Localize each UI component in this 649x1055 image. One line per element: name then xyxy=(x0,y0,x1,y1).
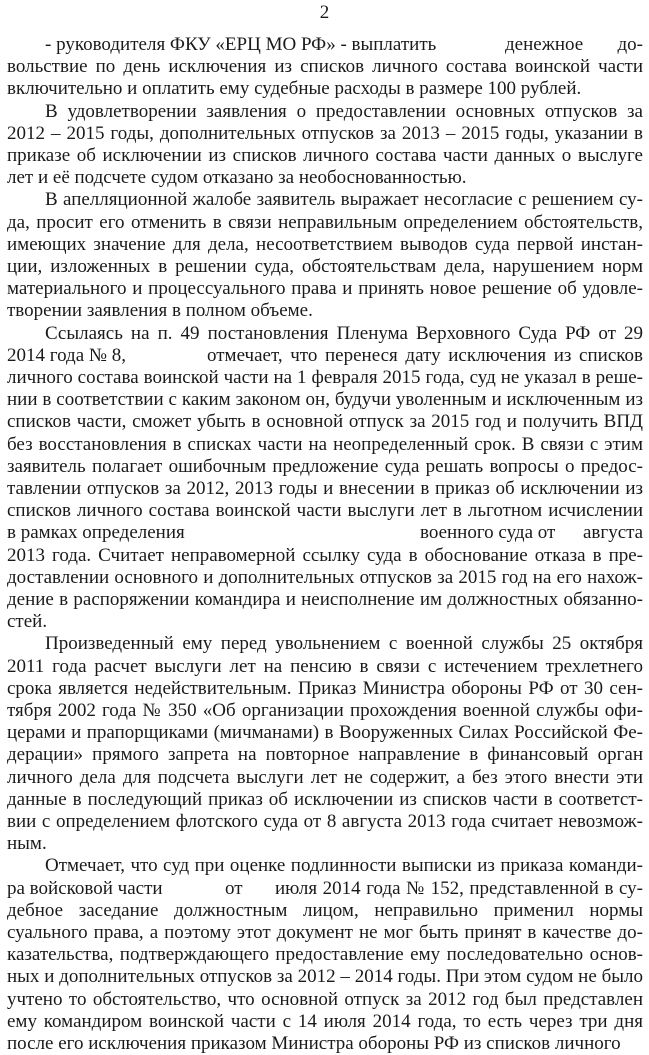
text-segment: военного суда от xyxy=(420,522,556,544)
text-line: ным. xyxy=(7,833,47,855)
text-line: дение в распоряжении командира и неисполнение им должностных обязанно- xyxy=(7,589,643,610)
text-line: дебное заседание должностным лицом, неправильно применил нормы xyxy=(7,899,643,921)
text-line: тавлении отпусков за 2012, 2013 годы и внесении в приказ об исключении из xyxy=(7,478,643,499)
text-line: В удовлетворении заявления о предоставлении основных отпусков за xyxy=(45,100,643,122)
text-line: В апелляционной жалобе заявитель выражает несогласие с решением су- xyxy=(45,189,643,211)
text-segment: отмечает, что перенеся дату исключения из списков xyxy=(207,344,643,366)
text-line xyxy=(7,345,643,367)
text-line: 2013 года. Считает неправомерной ссылку суда в обоснование отказа в пре- xyxy=(7,544,643,566)
text-line: тября 2002 года № 350 «Об организации прохождения военной службы офи- xyxy=(7,700,643,721)
text-line: дерации» прямого запрета на повторное направление в финансовый орган xyxy=(7,744,643,766)
text-line xyxy=(7,34,643,56)
text-line: учтено то обстоятельство, что основной отпуск за 2012 год был представлен xyxy=(7,988,643,1010)
text-line: приказе об исключении из списков личного состава части данных о выслуге xyxy=(7,145,643,166)
text-segment: от xyxy=(225,877,243,899)
text-line: казательства, подтверждающего предоставление ему последовательно основ- xyxy=(7,944,643,966)
text-line: нии в соответствии с каким законом он, будучи уволенным и исключенным из xyxy=(7,389,643,411)
text-line: списков личного состава воинской части выслуги лет в льготном исчислении xyxy=(7,500,643,522)
text-line: да, просит его отменить в связи неправильным определением обстоятельств, xyxy=(7,211,643,233)
text-line: списков части, сможет убыть в основной отпуск за 2015 год и получить ВПД xyxy=(7,411,643,433)
text-line: Произведенный ему перед увольнением с военной службы 25 октября xyxy=(45,633,643,655)
text-line: заявитель полагает ошибочным предложение суда решать вопросы о предос- xyxy=(7,455,643,477)
text-line: ему командиром воинской части с 14 июля 2014 года, то есть через три дня xyxy=(7,1010,643,1032)
text-line: лет и её подсчете судом отказано за необоснованностью. xyxy=(7,167,467,189)
text-segment: ра войсковой части xyxy=(7,877,163,899)
text-line: ции, изложенных в решении суда, обстоятельствам дела, нарушением норм xyxy=(7,256,643,277)
text-line: ных и дополнительных отпусков за 2012 – 2014 годы. При этом судом не было xyxy=(7,966,643,988)
text-segment: июля 2014 года № 152, представленной в су- xyxy=(275,877,643,899)
text-line: личного состава воинской части на 1 февраля 2015 года, суд не указал в реше- xyxy=(7,367,643,388)
text-segment: в рамках определения xyxy=(7,522,185,544)
text-line: суального права, а поэтому этот документ не мог быть принят в качестве до- xyxy=(7,922,643,943)
text-line: Отмечает, что суд при оценке подлинности выписки из приказа команди- xyxy=(45,855,643,877)
text-line: вии с определением флотского суда от 8 августа 2013 года считает невозмож- xyxy=(7,811,643,832)
text-line: 2012 – 2015 годы, дополнительных отпусков за 2013 – 2015 годы, указании в xyxy=(7,122,643,144)
text-line: данные в последующий приказ об исключении из списков части в соответст- xyxy=(7,788,643,810)
text-line xyxy=(7,878,643,900)
text-segment: августа xyxy=(583,522,643,544)
text-line: доставлении основного и дополнительных отпусков за 2015 год на его нахож- xyxy=(7,566,643,588)
text-line: стей. xyxy=(7,611,48,633)
text-line: включительно и оплатить ему судебные расходы в размере 100 рублей. xyxy=(7,78,582,100)
text-line: личного дела для подсчета выслуги лет не содержит, а без этого внести эти xyxy=(7,766,643,788)
text-line: имеющих значение для дела, несоответствием выводов суда первой инстан- xyxy=(7,233,643,255)
text-line: без восстановления в списках части на неопределенный срок. В связи с этим xyxy=(7,433,643,455)
text-line: церами и прапорщиками (мичманами) в Вооруженных Силах Российской Фе- xyxy=(7,722,643,744)
text-line: творении заявления в полном объеме. xyxy=(7,300,313,322)
text-line: 2011 года расчет выслуги лет на пенсию в связи с истечением трехлетнего xyxy=(7,655,643,677)
text-segment: 2014 года № 8, xyxy=(7,344,127,366)
text-line: после его исключения приказом Министра обороны РФ из списков личного xyxy=(7,1033,621,1054)
text-line: материального и процессуального права и принять новое решение об удовле- xyxy=(7,278,643,300)
text-segment: денежное до- xyxy=(505,34,643,55)
text-line: вольствие по день исключения из списков личного состава воинской части xyxy=(7,56,643,78)
text-line: срока является недействительным. Приказ Министра обороны РФ от 30 сен- xyxy=(7,677,643,699)
text-line: Ссылаясь на п. 49 постановления Пленума Верховного Суда РФ от 29 xyxy=(45,322,643,344)
text-line xyxy=(7,522,643,544)
text-segment: - руководителя ФКУ «ЕРЦ МО РФ» - выплатить xyxy=(45,34,437,55)
page-number: 2 xyxy=(319,2,330,23)
